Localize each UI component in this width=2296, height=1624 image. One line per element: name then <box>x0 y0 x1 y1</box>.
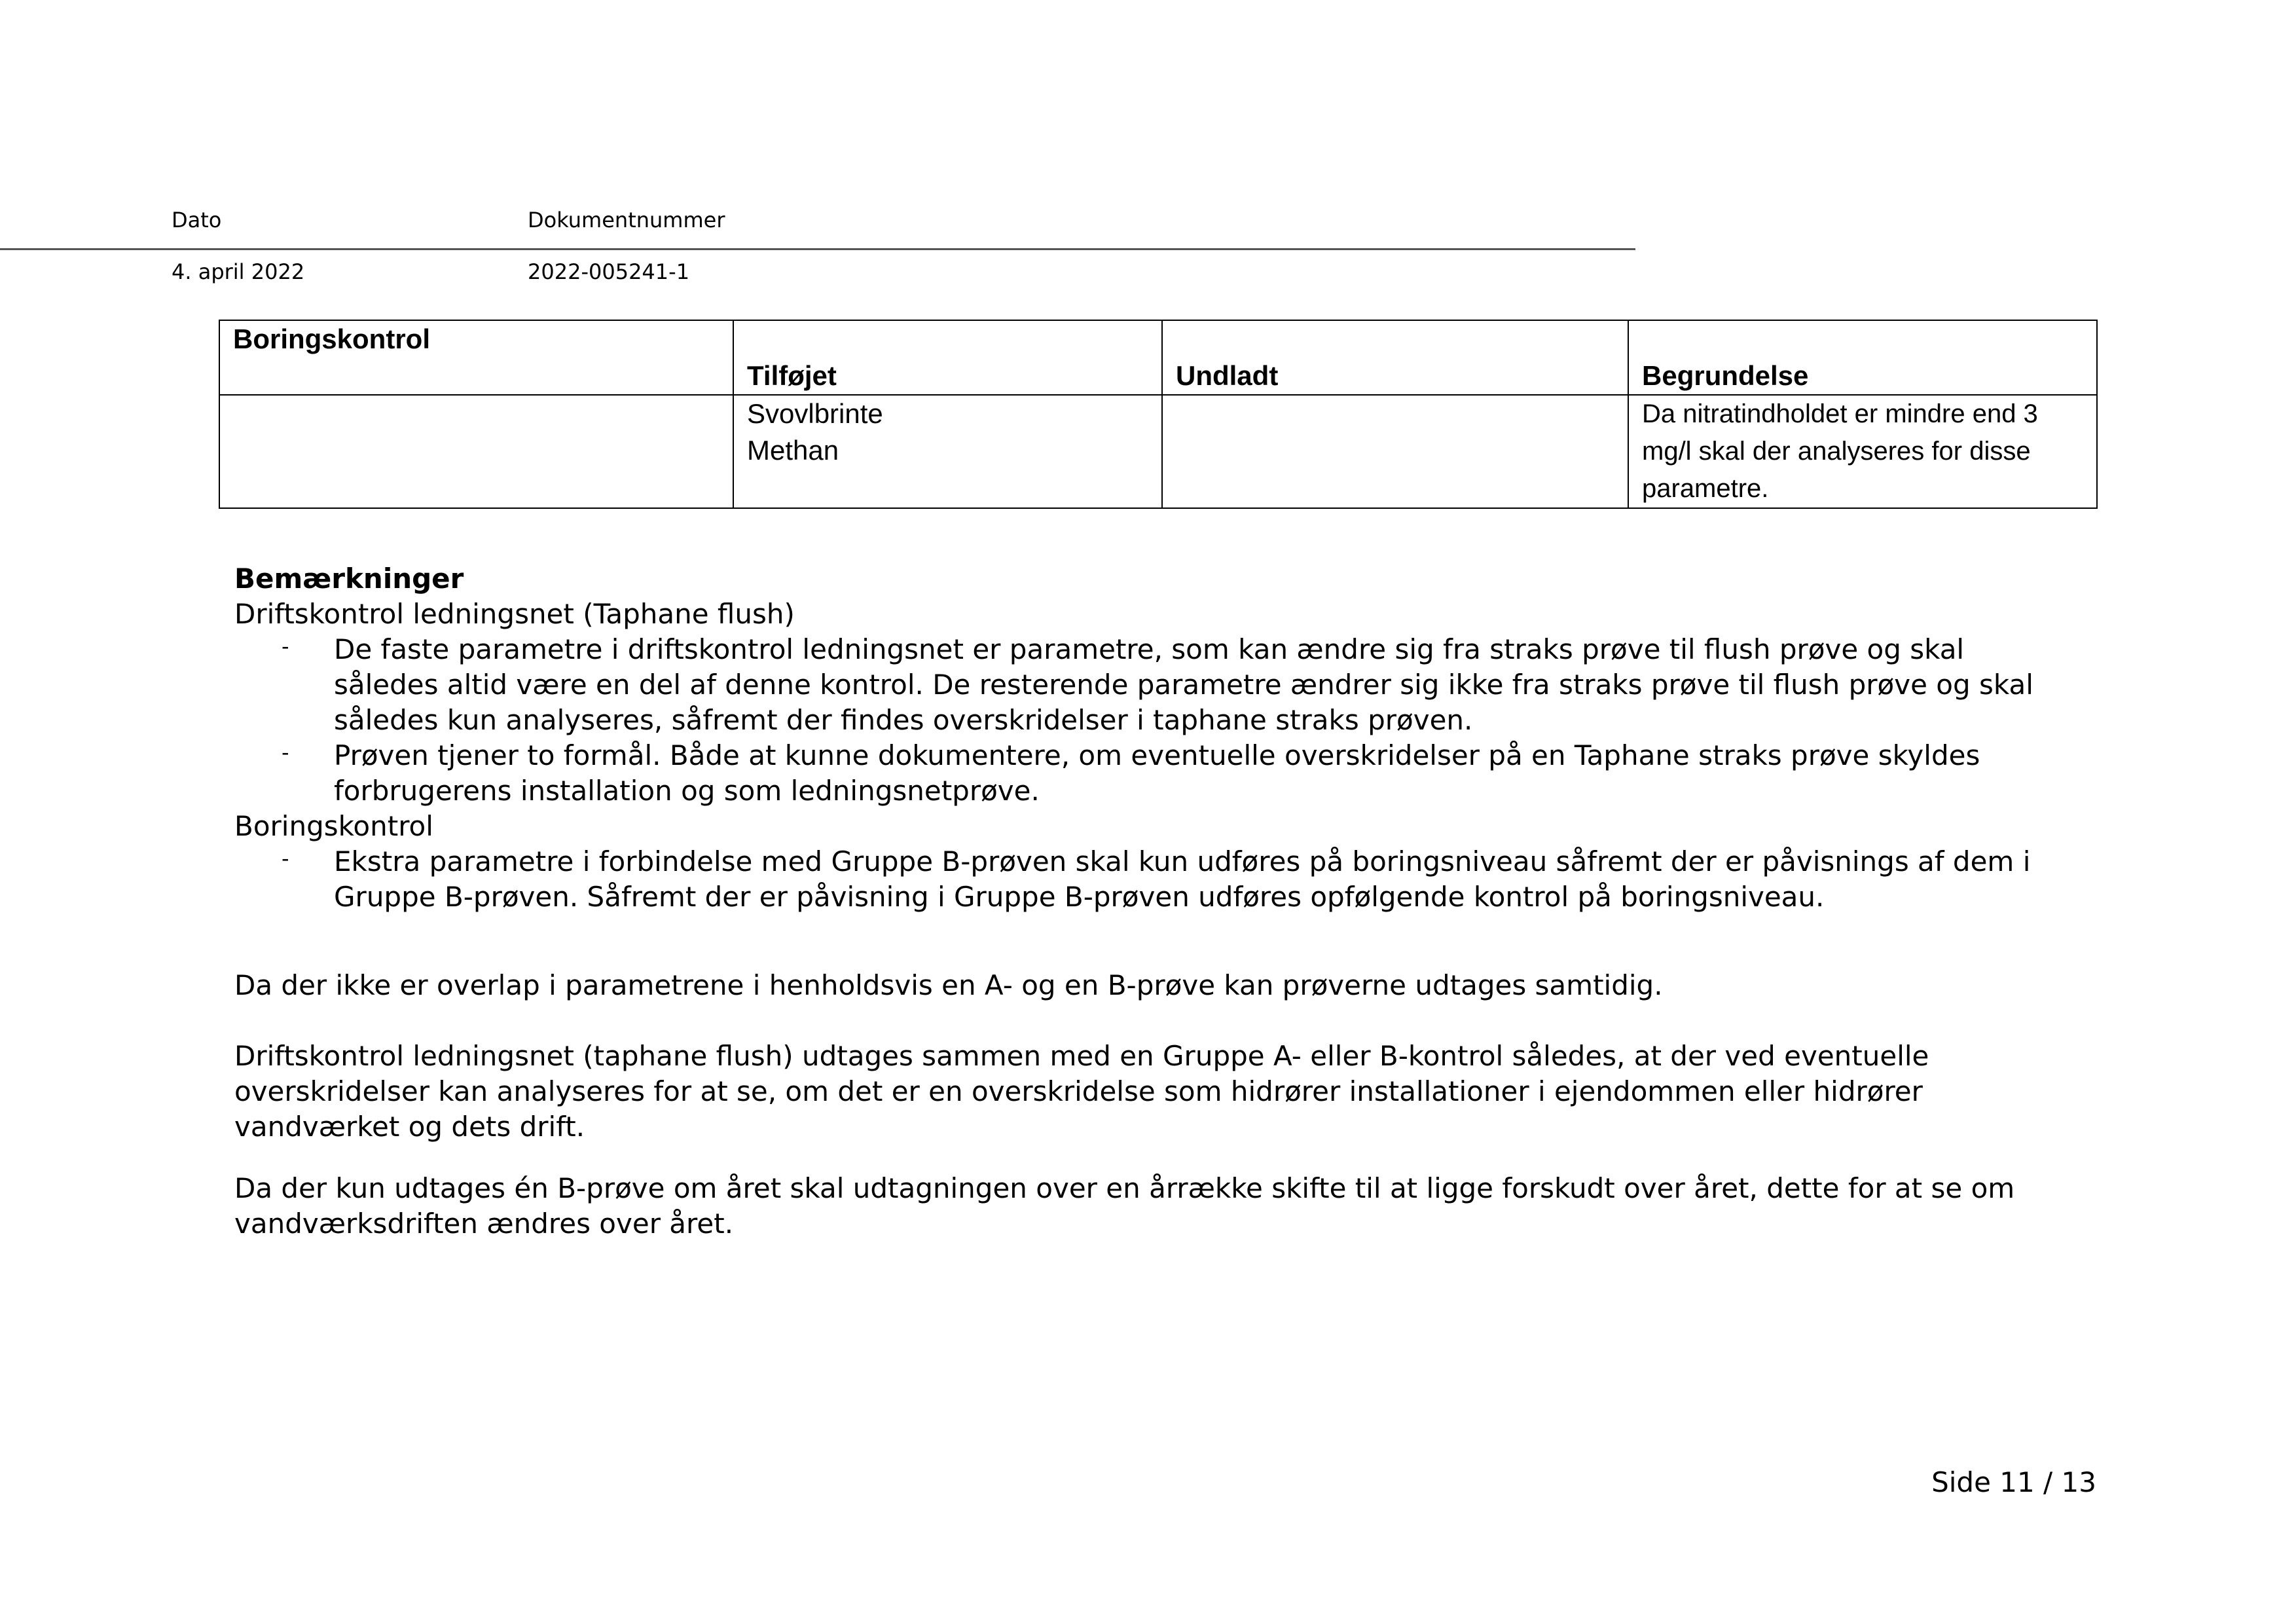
paragraph-line: Driftskontrol ledningsnet (taphane flush) udtages sammen med en Gruppe A- eller B-kontrol således, at der ved eventuelle <box>234 1040 1929 1072</box>
table-cell-added <box>733 395 1162 508</box>
doc-number-label: Dokumentnummer <box>528 208 725 232</box>
paragraph-line: Da der kun udtages én B-prøve om året skal udtagningen over en årrække skifte til at ligge forskudt over året, dette for at se om <box>234 1172 2015 1204</box>
paragraph <box>234 1171 2100 1242</box>
list-item <box>334 844 2102 915</box>
date-label: Dato <box>172 208 222 232</box>
doc-number-value: 2022-005241-1 <box>528 259 690 284</box>
page-number: Side 11 / 13 <box>1931 1466 2096 1498</box>
list-item-line: forbrugerens installation og som ledningsnetprøve. <box>334 775 1040 807</box>
header-rule <box>0 248 1635 250</box>
table-cell-omitted <box>1162 395 1628 508</box>
bullet-marker: - <box>282 846 289 871</box>
list-item-line: således altid være en del af denne kontrol. De resterende parametre ændrer sig ikke fra straks prøve til flush prøve og skal <box>334 669 2033 701</box>
paragraph-line: vandværksdriften ændres over året. <box>234 1208 734 1240</box>
list-item-line: Prøven tjener to formål. Både at kunne dokumentere, om eventuelle overskridelser på en Taphane straks prøve skyldes <box>334 739 1980 771</box>
table-title: Boringskontrol <box>219 320 733 395</box>
reason-line: mg/l skal der analyseres for disse <box>1642 437 2031 466</box>
section-title: Driftskontrol ledningsnet (Taphane flush) <box>234 598 795 630</box>
paragraph-line: vandværket og dets drift. <box>234 1111 585 1143</box>
column-header-added: Tilføjet <box>733 320 1162 395</box>
boringskontrol-table <box>219 320 2098 509</box>
table-row <box>219 395 2097 508</box>
list-item-line: Gruppe B-prøven. Såfremt der er påvisning i Gruppe B-prøven udføres opfølgende kontrol på boringsniveau. <box>334 881 1825 913</box>
paragraph-line: overskridelser kan analyseres for at se, om det er en overskridelse som hidrører installationer i ejendommen eller hidrører <box>234 1075 1923 1107</box>
paragraph <box>234 1039 2100 1145</box>
table-cell-reason <box>1628 395 2097 508</box>
list-item-line: De faste parametre i driftskontrol ledningsnet er parametre, som kan ændre sig fra straks prøve til flush prøve og skal <box>334 633 1965 665</box>
table-cell-empty <box>219 395 733 508</box>
remarks-heading: Bemærkninger <box>234 563 464 595</box>
table-header-row <box>219 320 2097 395</box>
reason-line: Da nitratindholdet er mindre end 3 <box>1642 399 2038 428</box>
column-header-reason: Begrundelse <box>1628 320 2097 395</box>
bullet-marker: - <box>282 634 289 659</box>
added-item: Methan <box>747 435 839 466</box>
list-item <box>334 738 2102 809</box>
list-item <box>334 632 2102 738</box>
section-title: Boringskontrol <box>234 810 433 842</box>
list-item-line: således kun analyseres, såfremt der findes overskridelser i taphane straks prøven. <box>334 704 1473 736</box>
paragraph <box>234 968 2100 1003</box>
reason-line: parametre. <box>1642 474 1769 503</box>
bullet-marker: - <box>282 740 289 765</box>
date-value: 4. april 2022 <box>172 259 305 284</box>
paragraph-line: Da der ikke er overlap i parametrene i henholdsvis en A- og en B-prøve kan prøverne udtages samtidig. <box>234 969 1663 1001</box>
list-item-line: Ekstra parametre i forbindelse med Gruppe B-prøven skal kun udføres på boringsniveau såfremt der er påvisnings af dem i <box>334 845 2031 877</box>
column-header-omitted: Undladt <box>1162 320 1628 395</box>
added-item: Svovlbrinte <box>747 398 883 429</box>
